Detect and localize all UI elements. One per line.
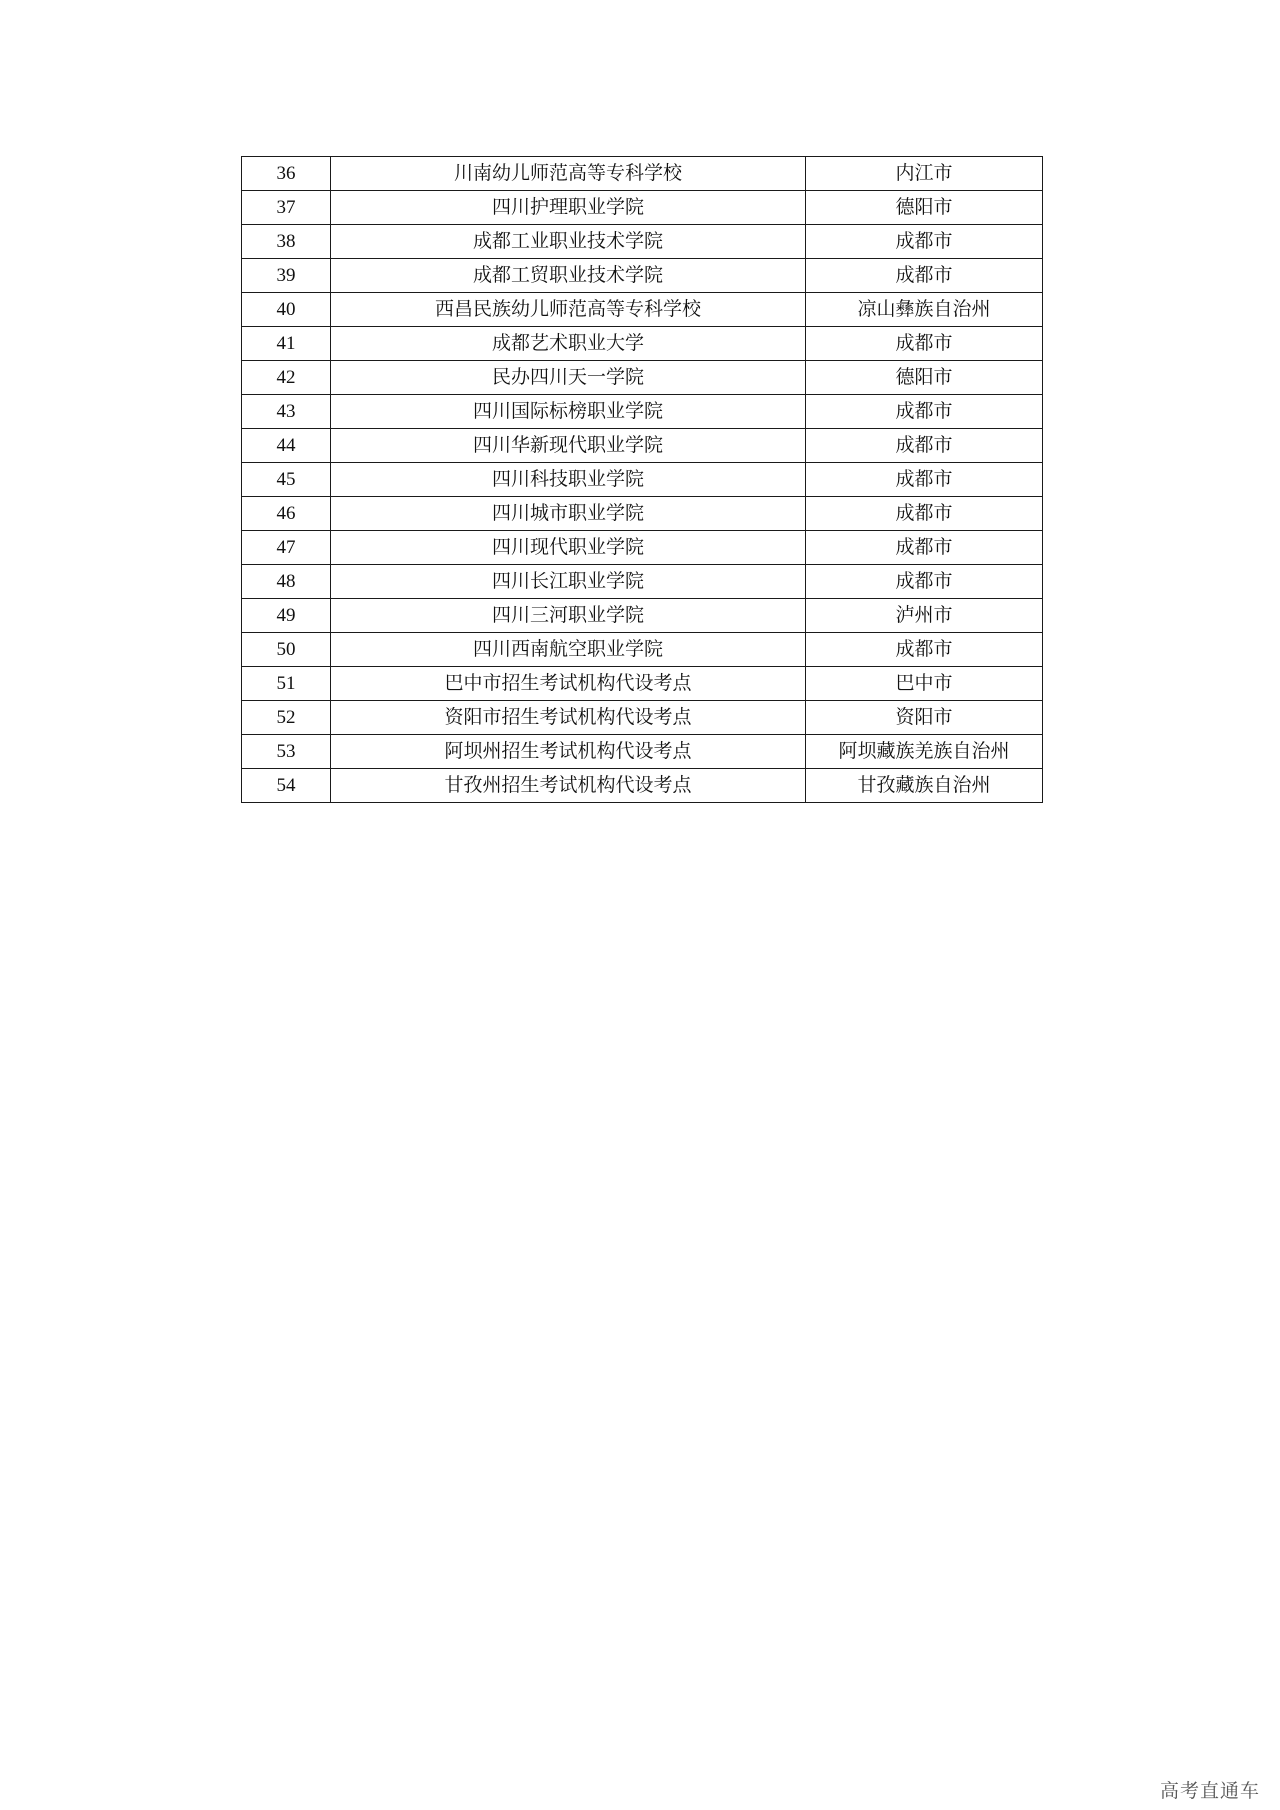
table-row <box>242 327 1043 361</box>
city-name: 内江市 <box>806 157 1043 191</box>
table-row <box>242 395 1043 429</box>
exam-site-table-container <box>241 156 1042 803</box>
institution-name: 民办四川天一学院 <box>331 361 806 395</box>
institution-name: 四川城市职业学院 <box>331 497 806 531</box>
city-name: 凉山彝族自治州 <box>806 293 1043 327</box>
row-number: 50 <box>242 633 331 667</box>
institution-name: 四川长江职业学院 <box>331 565 806 599</box>
row-number: 53 <box>242 735 331 769</box>
city-name: 成都市 <box>806 327 1043 361</box>
table-row <box>242 429 1043 463</box>
city-name: 德阳市 <box>806 361 1043 395</box>
institution-name: 资阳市招生考试机构代设考点 <box>331 701 806 735</box>
row-number: 52 <box>242 701 331 735</box>
table-row <box>242 191 1043 225</box>
row-number: 42 <box>242 361 331 395</box>
institution-name: 甘孜州招生考试机构代设考点 <box>331 769 806 803</box>
table-row <box>242 667 1043 701</box>
row-number: 37 <box>242 191 331 225</box>
table-row <box>242 225 1043 259</box>
city-name: 德阳市 <box>806 191 1043 225</box>
institution-name: 四川国际标榜职业学院 <box>331 395 806 429</box>
row-number: 45 <box>242 463 331 497</box>
city-name: 成都市 <box>806 565 1043 599</box>
table-row <box>242 259 1043 293</box>
institution-name: 成都工业职业技术学院 <box>331 225 806 259</box>
table-row <box>242 531 1043 565</box>
row-number: 36 <box>242 157 331 191</box>
city-name: 成都市 <box>806 395 1043 429</box>
table-row <box>242 463 1043 497</box>
table-row <box>242 735 1043 769</box>
row-number: 40 <box>242 293 331 327</box>
city-name: 成都市 <box>806 225 1043 259</box>
table-row <box>242 157 1043 191</box>
row-number: 43 <box>242 395 331 429</box>
city-name: 成都市 <box>806 531 1043 565</box>
row-number: 51 <box>242 667 331 701</box>
table-row <box>242 769 1043 803</box>
row-number: 46 <box>242 497 331 531</box>
institution-name: 四川科技职业学院 <box>331 463 806 497</box>
institution-name: 阿坝州招生考试机构代设考点 <box>331 735 806 769</box>
city-name: 成都市 <box>806 633 1043 667</box>
row-number: 49 <box>242 599 331 633</box>
city-name: 甘孜藏族自治州 <box>806 769 1043 803</box>
row-number: 44 <box>242 429 331 463</box>
table-row <box>242 361 1043 395</box>
row-number: 41 <box>242 327 331 361</box>
city-name: 成都市 <box>806 463 1043 497</box>
institution-name: 四川西南航空职业学院 <box>331 633 806 667</box>
row-number: 39 <box>242 259 331 293</box>
table-row <box>242 565 1043 599</box>
institution-name: 四川华新现代职业学院 <box>331 429 806 463</box>
institution-name: 四川护理职业学院 <box>331 191 806 225</box>
city-name: 泸州市 <box>806 599 1043 633</box>
row-number: 38 <box>242 225 331 259</box>
table-row <box>242 497 1043 531</box>
row-number: 54 <box>242 769 331 803</box>
city-name: 巴中市 <box>806 667 1043 701</box>
institution-name: 四川三河职业学院 <box>331 599 806 633</box>
table-row <box>242 599 1043 633</box>
watermark-text: 高考直通车 <box>1159 1780 1260 1802</box>
row-number: 48 <box>242 565 331 599</box>
table-row <box>242 701 1043 735</box>
city-name: 成都市 <box>806 259 1043 293</box>
city-name: 资阳市 <box>806 701 1043 735</box>
exam-site-table <box>241 156 1043 803</box>
city-name: 成都市 <box>806 429 1043 463</box>
table-row <box>242 293 1043 327</box>
city-name: 成都市 <box>806 497 1043 531</box>
institution-name: 巴中市招生考试机构代设考点 <box>331 667 806 701</box>
institution-name: 川南幼儿师范高等专科学校 <box>331 157 806 191</box>
institution-name: 成都工贸职业技术学院 <box>331 259 806 293</box>
institution-name: 西昌民族幼儿师范高等专科学校 <box>331 293 806 327</box>
row-number: 47 <box>242 531 331 565</box>
table-row <box>242 633 1043 667</box>
institution-name: 成都艺术职业大学 <box>331 327 806 361</box>
city-name: 阿坝藏族羌族自治州 <box>806 735 1043 769</box>
institution-name: 四川现代职业学院 <box>331 531 806 565</box>
